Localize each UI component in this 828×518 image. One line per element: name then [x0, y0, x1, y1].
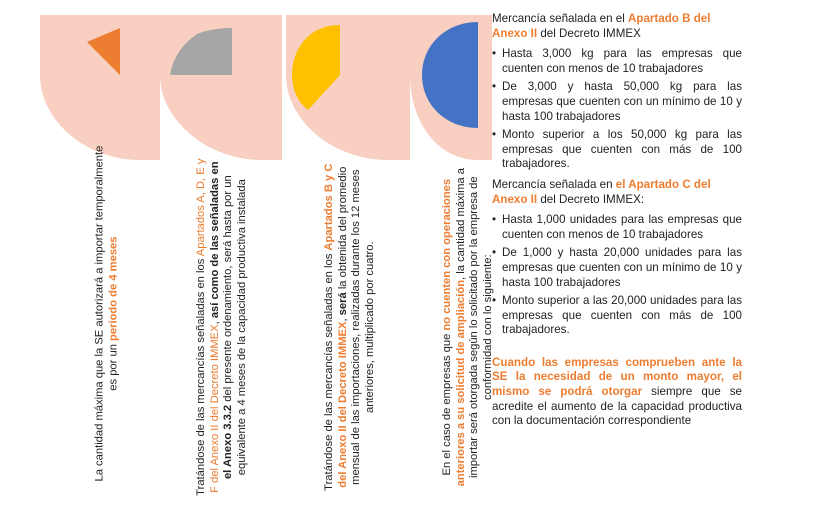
body-text: la obtenida del promedio mensual de las importaciones, realizadas durante los 12 meses anteriores, multiplicado por cuatro. [336, 166, 376, 485]
column-2-text [195, 157, 249, 497]
highlight-text: el Apartado C del Anexo II [492, 177, 711, 206]
list-item: • Hasta 3,000 kg para las empresas que cuenten con menos de 10 trabajadores [492, 47, 742, 76]
body-text: Mercancía señalada en [492, 177, 616, 191]
column-3 [280, 0, 410, 518]
body-text: del Decreto IMMEX: [537, 192, 645, 206]
list-item: • Monto superior a los 50,000 kg para las empresas que cuenten con más de 100 trabajadores. [492, 128, 742, 172]
body-text: del presente ordenamiento, será hasta por un equivalente a 4 meses de la capacidad productiva instalada [222, 175, 248, 476]
list-item: • De 1,000 y hasta 20,000 unidades para las empresas que cuenten con un mínimo de 10 y hasta 100 trabajadores [492, 246, 742, 290]
highlight-text: no cuenten con operaciones anteriores a su solicitud de ampliación [440, 178, 467, 487]
body-text: En el caso de empresas que [440, 330, 453, 476]
section-b-list [492, 47, 742, 172]
body-text: siempre que se acredite el aumento de la capacidad productiva con la documentación correspondiente [492, 385, 742, 428]
highlight-text: Apartados A, D, E y F del Anexo II del Decreto IMMEX [194, 158, 221, 493]
highlight-text: será [336, 292, 349, 316]
column-4-text [441, 157, 495, 497]
body-text: Tratándose de las mercancías señaladas en los [194, 256, 207, 496]
closing-note [492, 356, 742, 429]
list-item: • Monto superior a las 20,000 unidades para las empresas que cuenten con más de 100 trabajadores. [492, 294, 742, 338]
section-c-list [492, 213, 742, 338]
highlight-text: Cuando las empresas comprueben ante la SE la necesidad de un monto mayor, el mismo se podrá otorgar [492, 355, 742, 399]
body-text: del Decreto IMMEX [537, 26, 641, 40]
highlight-text: Apartado B del Anexo II [492, 12, 711, 40]
body-text: Tratándose de las mercancías señaladas en los [322, 250, 335, 491]
body-text: Mercancía señalada en el [492, 12, 628, 25]
body-text: La cantidad máxima que la SE autorizará a importar temporalmente es por un [93, 145, 119, 482]
body-text: , [208, 318, 221, 325]
body-text: , la cantidad máxima a importar será otorgada según lo solicitado por la empresa de conformidad con lo siguiente: [454, 168, 494, 478]
highlight-text: así como de las señaladas en el Anexo 3.3.2 [208, 161, 234, 480]
list-item: • De 3,000 y hasta 50,000 kg para las empresas que cuenten con un mínimo de 10 y hasta 100 trabajadores [492, 80, 742, 124]
highlight-text: periodo de 4 meses [107, 236, 119, 341]
column-3-text [323, 157, 377, 497]
column-1 [30, 0, 160, 518]
right-panel [492, 12, 742, 435]
body-text: , [336, 315, 349, 322]
column-2 [152, 0, 282, 518]
list-item: • Hasta 1,000 unidades para las empresas que cuenten con menos de 10 trabajadores [492, 213, 742, 242]
section-b-intro [492, 12, 742, 41]
highlight-text: Apartados B y C del Anexo II del Decreto IMMEX [322, 163, 349, 488]
column-1-text [93, 144, 120, 484]
section-c-intro [492, 178, 742, 207]
